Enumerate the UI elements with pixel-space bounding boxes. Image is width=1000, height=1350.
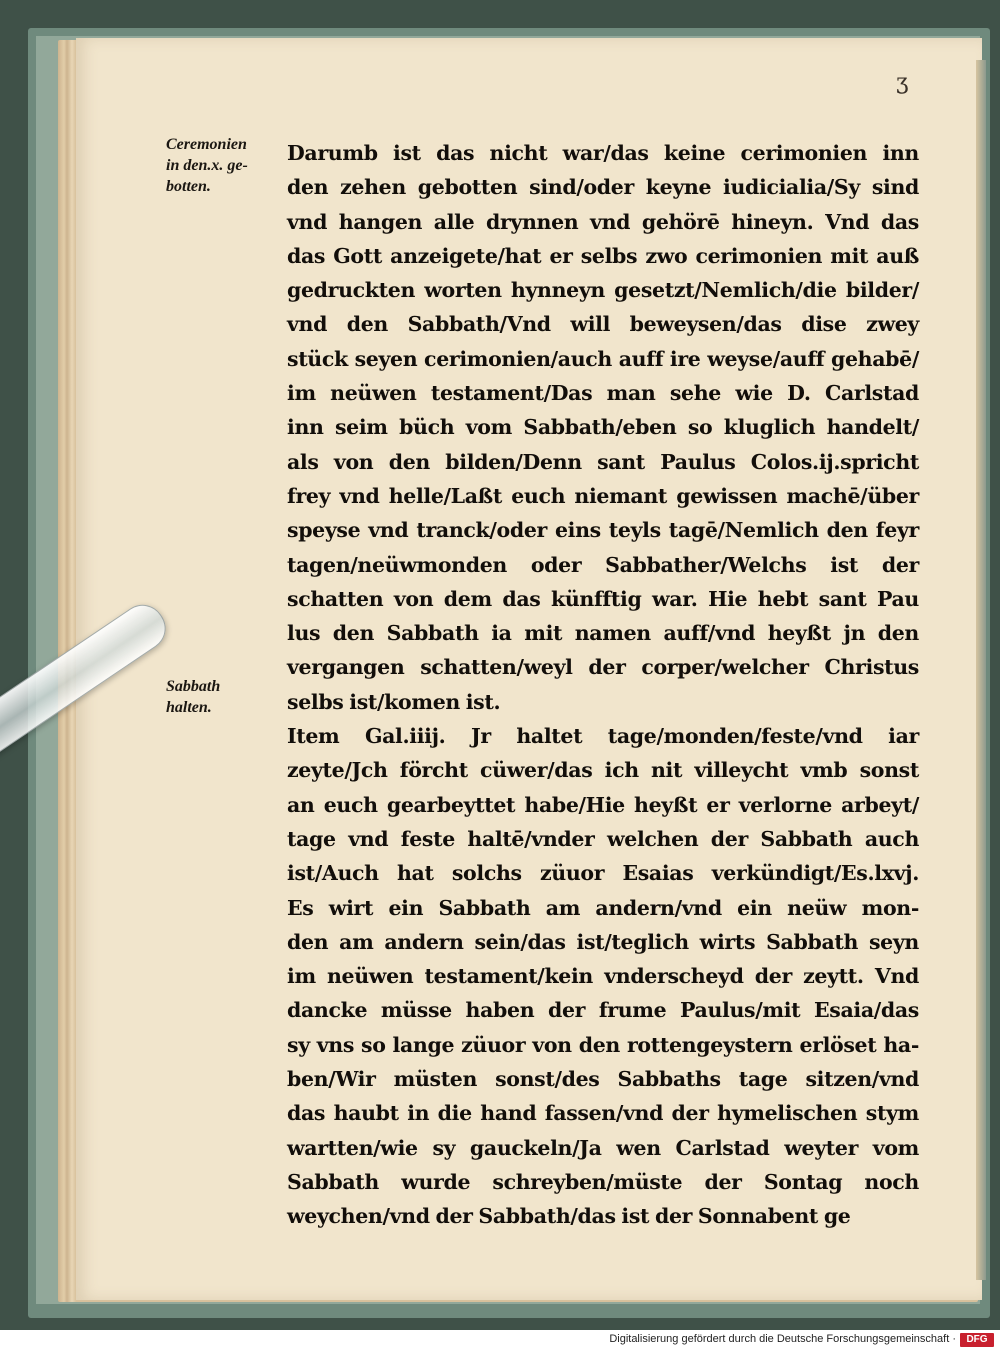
text-line: speyse vnd tranck/oder eins teyls tagē/Nemlich den feyr [287, 518, 919, 543]
marginal-note-sabbath [166, 676, 284, 718]
text-line: im neüwen testament/kein vnderscheyd der zeytt. Vnd [287, 964, 919, 989]
text-line: Item Gal.iiij. Jr haltet tage/monden/feste/vnd iar [287, 724, 919, 749]
dfg-logo: DFG [960, 1333, 994, 1347]
marginal-line: Ceremonien [166, 136, 247, 153]
page-gutter [976, 60, 986, 1280]
text-line: selbs ist/komen ist. [287, 689, 501, 714]
text-line: an euch gearbeyttet habe/Hie heyßt er verlorne arbeyt/ [287, 792, 919, 817]
text-line: den zehen gebotten sind/oder keyne iudicialia/Sy sind [287, 175, 919, 200]
text-line: den am andern sein/das ist/teglich wirts Sabbath seyn [287, 929, 919, 954]
text-line: sy vns so lange züuor von den rottengeystern erlöset ha- [287, 1032, 919, 1057]
text-line: das Gott anzeigete/hat er selbs zwo cerimonien mit auß [287, 243, 919, 268]
text-line: schatten von dem das künfftig war. Hie hebt sant Pau [287, 586, 919, 611]
text-line: stück seyen cerimonien/auch auff ire weyse/auff gehabē/ [287, 346, 919, 371]
text-line: Sabbath wurde schreyben/müste der Sontag noch [287, 1169, 919, 1194]
text-line: im neüwen testament/Das man sehe wie D. Carlstad [287, 381, 919, 406]
text-line: wartten/wie sy gauckeln/Ja wen Carlstad weyter vom [287, 1135, 919, 1160]
footer-bar [0, 1330, 1000, 1350]
footer-credit: Digitalisierung gefördert durch die Deutsche Forschungsgemeinschaft · [609, 1333, 956, 1345]
text-line: inn seim büch vom Sabbath/eben so kluglich handelt/ [287, 415, 919, 440]
text-line: vnd den Sabbath/Vnd will beweysen/das dise zwey [287, 312, 919, 337]
marginal-line: halten. [166, 699, 212, 716]
text-line: Darumb ist das nicht war/das keine cerimonien inn [287, 141, 919, 165]
main-text-block [287, 136, 919, 1234]
text-line: Es wirt ein Sabbath am andern/vnd ein neüw mon- [287, 895, 919, 920]
text-line: weychen/vnd der Sabbath/das ist der Sonnabent ge [287, 1204, 851, 1229]
text-line: tagen/neüwmonden oder Sabbather/Welchs ist der [287, 552, 919, 577]
text-line: vergangen schatten/weyl der corper/welcher Christus [287, 655, 919, 680]
text-line: lus den Sabbath ia mit namen auff/vnd heyßt jn den [287, 621, 919, 646]
text-line: dancke müsse haben der frume Paulus/mit Esaia/das [287, 998, 919, 1023]
text-line: tage vnd feste haltē/vnder welchen der Sabbath auch [287, 826, 919, 851]
marginal-line: in den.x. ge- [166, 157, 248, 174]
text-line: das haubt in die hand fassen/vnd der hymelischen stym [287, 1101, 919, 1126]
text-line: ist/Auch hat solchs züuor Esaias verkündigt/Es.lxvj. [287, 861, 919, 886]
text-line: gedruckten worten hynneyn gesetzt/Nemlich/die bilder/ [287, 278, 919, 303]
marginal-line: botten. [166, 178, 211, 195]
text-line: zeyte/Jch förcht cüwer/das ich nit villeycht vmb sonst [287, 758, 919, 783]
marginal-line: Sabbath [166, 678, 221, 695]
marginal-note-ceremonien [166, 134, 284, 197]
text-line: als von den bilden/Denn sant Paulus Colos.ij.spricht [287, 449, 919, 474]
text-line: frey vnd helle/Laßt euch niemant gewissen machē/über [287, 483, 919, 508]
text-line: vnd hangen alle drynnen vnd gehörē hineyn. Vnd das [287, 209, 919, 234]
stray-ink-mark: ʒ [896, 70, 909, 95]
text-line: ben/Wir müsten sonst/des Sabbaths tage sitzen/vnd [287, 1067, 919, 1092]
